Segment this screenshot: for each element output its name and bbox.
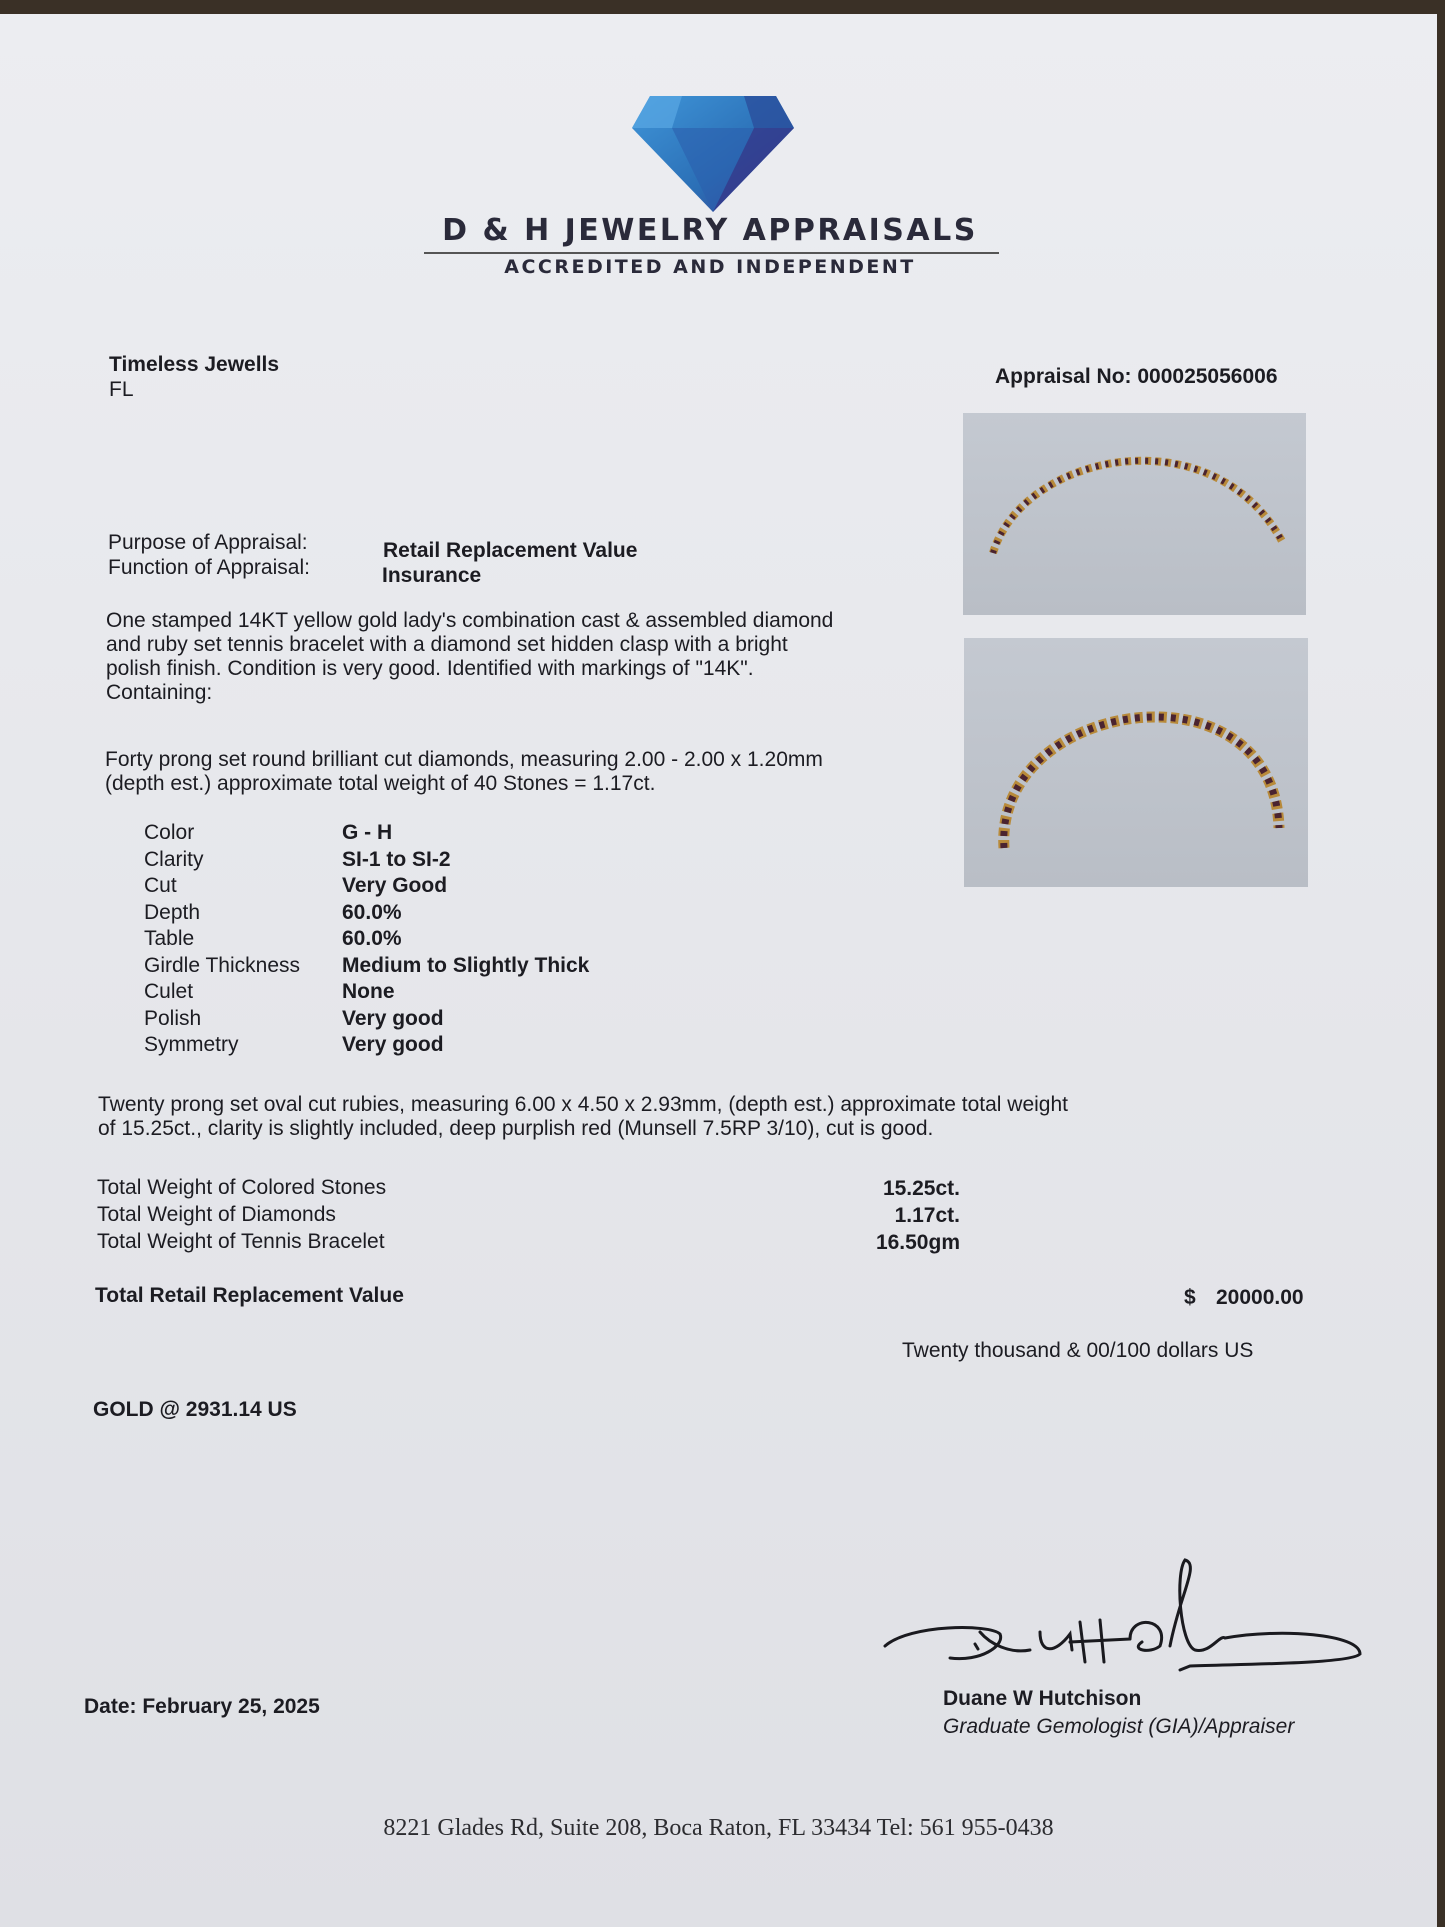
- description-line: polish finish. Condition is very good. Identified with markings of "14K".: [106, 657, 754, 680]
- appraiser-name: Duane W Hutchison: [943, 1687, 1142, 1710]
- spec-value: None: [342, 980, 395, 1003]
- spec-label: Symmetry: [144, 1033, 239, 1056]
- replacement-words: Twenty thousand & 00/100 dollars US: [902, 1339, 1254, 1362]
- brand-divider: [424, 252, 999, 254]
- description-line: Containing:: [106, 681, 213, 704]
- bracelet-photo-top: [963, 413, 1306, 615]
- bracelet-image: [963, 413, 1306, 615]
- client-name: Timeless Jewells: [109, 353, 280, 376]
- appraisal-document: [0, 14, 1437, 1927]
- spec-value: Very good: [342, 1006, 444, 1030]
- appraisal-date: Date: February 25, 2025: [84, 1695, 320, 1718]
- rubies-description: [98, 1093, 1258, 1141]
- description-line: and ruby set tennis bracelet with a diamond set hidden clasp with a bright: [106, 633, 788, 656]
- item-description: [106, 609, 956, 705]
- total-label: Total Weight of Diamonds: [97, 1203, 336, 1226]
- function-label: Function of Appraisal:: [108, 556, 310, 579]
- spec-label: Table: [144, 927, 195, 950]
- spec-row: [144, 820, 589, 847]
- spec-label: Culet: [144, 980, 194, 1003]
- total-value: 15.25ct.: [882, 1177, 960, 1200]
- spec-label: Clarity: [144, 847, 204, 871]
- spec-value: 60.0%: [342, 927, 402, 950]
- spec-row: [144, 979, 589, 1006]
- purpose-value: Retail Replacement Value: [383, 539, 638, 562]
- diamonds-description: [105, 748, 965, 796]
- spec-label: Girdle Thickness: [144, 953, 301, 977]
- company-tagline: ACCREDITED AND INDEPENDENT: [504, 256, 916, 278]
- spec-value: 60.0%: [342, 900, 402, 924]
- spec-row: [144, 1006, 589, 1033]
- spec-row: [144, 847, 589, 874]
- spec-value: Medium to Slightly Thick: [342, 953, 590, 977]
- total-value: 1.17ct.: [894, 1204, 960, 1227]
- spec-label: Color: [144, 821, 195, 844]
- spec-label: Cut: [144, 874, 177, 897]
- spec-label: Depth: [144, 900, 201, 924]
- function-value: Insurance: [382, 564, 482, 587]
- spec-row: [144, 926, 589, 953]
- total-value: 16.50gm: [875, 1231, 960, 1254]
- replacement-label: Total Retail Replacement Value: [95, 1284, 404, 1307]
- currency-symbol: $: [1184, 1286, 1196, 1309]
- spec-row: [144, 953, 589, 980]
- spec-row: [144, 1032, 589, 1059]
- replacement-value: 20000.00: [1216, 1286, 1304, 1309]
- spec-value: Very Good: [342, 874, 448, 897]
- diamond-icon: [632, 96, 794, 212]
- appraiser-title: Graduate Gemologist (GIA)/Appraiser: [943, 1715, 1295, 1738]
- rubies-line: Twenty prong set oval cut rubies, measuring 6.00 x 4.50 x 2.93mm, (depth est.) approximate total weight: [98, 1093, 1068, 1116]
- diamonds-line: Forty prong set round brilliant cut diamonds, measuring 2.00 - 2.00 x 1.20mm: [105, 748, 823, 771]
- rubies-line: of 15.25ct., clarity is slightly included, deep purplish red (Munsell 7.5RP 3/10), cut is good.: [98, 1117, 934, 1140]
- spec-row: [144, 900, 589, 927]
- total-label: Total Weight of Colored Stones: [97, 1176, 387, 1199]
- spec-value: Very good: [342, 1033, 444, 1056]
- spec-value: SI-1 to SI-2: [342, 847, 451, 871]
- purpose-label: Purpose of Appraisal:: [108, 531, 308, 554]
- bracelet-image: [964, 638, 1308, 887]
- appraisal-number: Appraisal No: 000025056006: [995, 365, 1278, 388]
- client-state: FL: [109, 378, 134, 401]
- gold-price: GOLD @ 2931.14 US: [93, 1398, 297, 1421]
- bracelet-photo-bottom: [964, 638, 1308, 887]
- spec-value: G - H: [342, 821, 393, 844]
- company-name: D & H JEWELRY APPRAISALS: [442, 213, 978, 248]
- description-line: One stamped 14KT yellow gold lady's combination cast & assembled diamond: [106, 609, 834, 632]
- diamond-specs-table: [144, 820, 589, 1059]
- total-label: Total Weight of Tennis Bracelet: [97, 1230, 385, 1253]
- spec-label: Polish: [144, 1006, 202, 1030]
- spec-row: [144, 873, 589, 900]
- diamonds-line: (depth est.) approximate total weight of 40 Stones = 1.17ct.: [105, 772, 656, 795]
- footer-address: 8221 Glades Rd, Suite 208, Boca Raton, FL 33434 Tel: 561 955-0438: [383, 1815, 1054, 1841]
- signature-mark: [880, 1554, 1370, 1684]
